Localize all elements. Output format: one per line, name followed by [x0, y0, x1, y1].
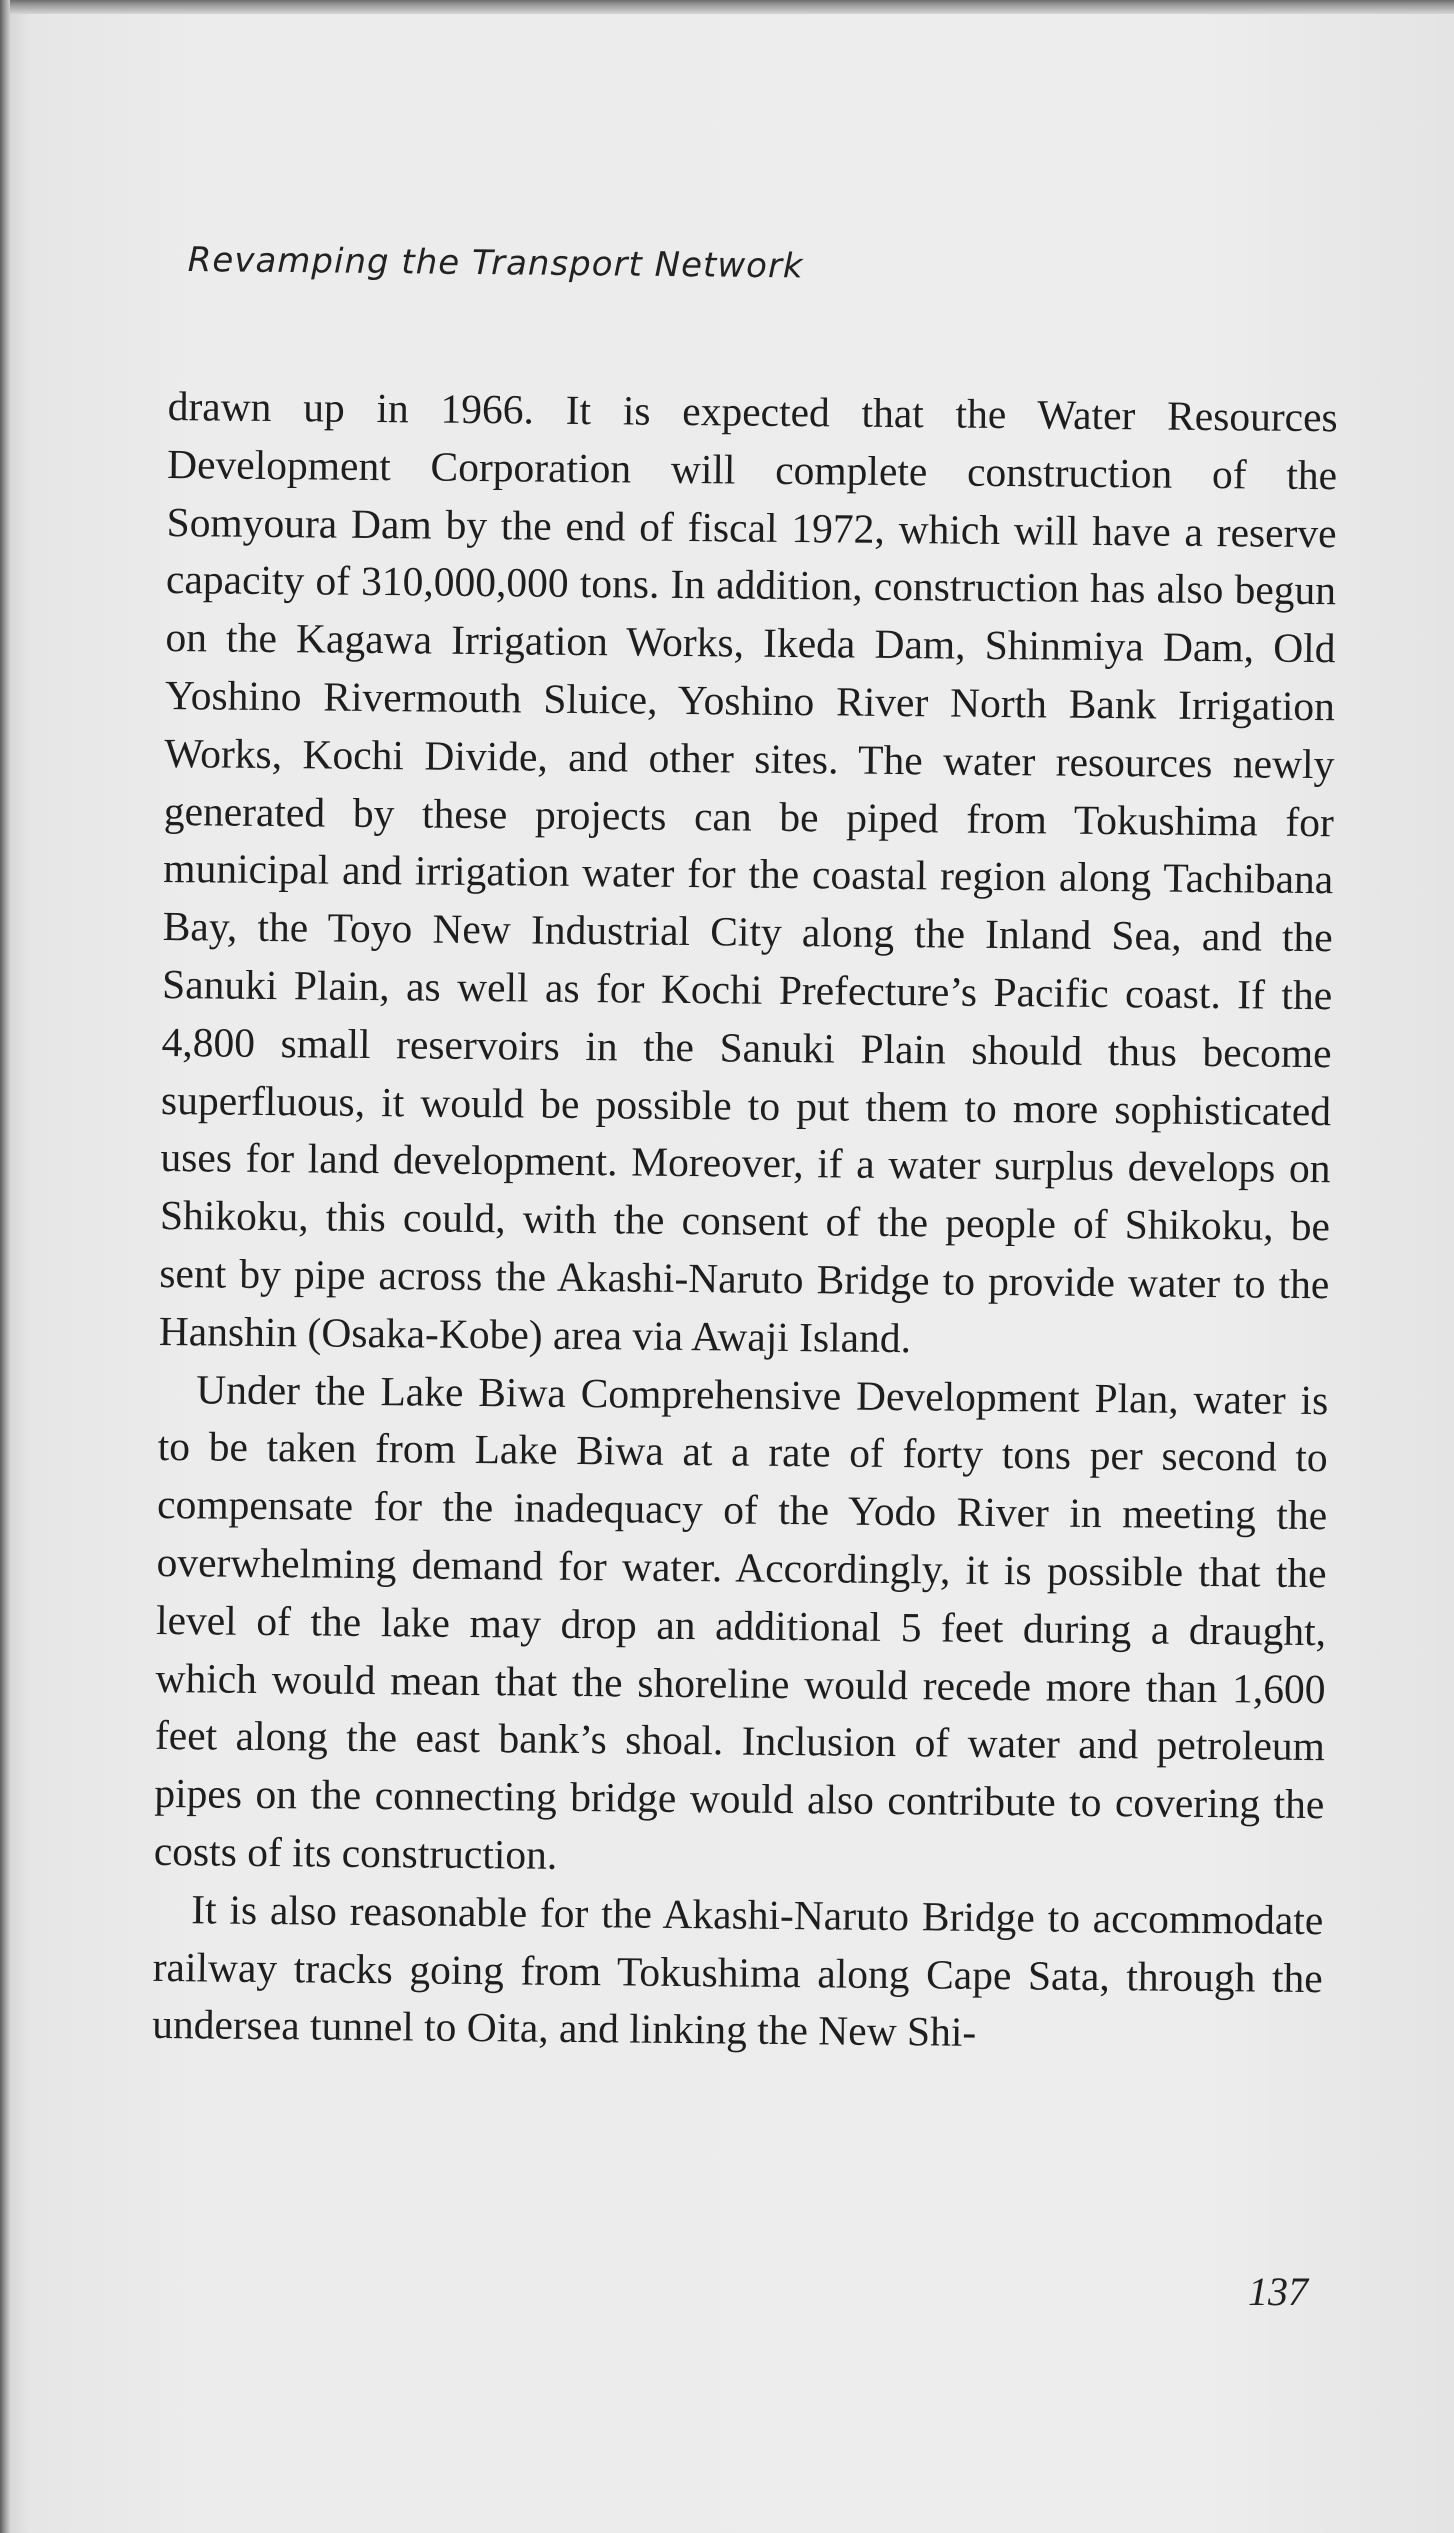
paragraph-continued: drawn up in 1966. It is expected that the Water Resources Development Corporation will complete construction of the Somyoura Dam by the end of fiscal 1972, which will have a reserve capacity of 310,000,000 tons. In addition, construction has also begun on the Kagawa Irrigation Works, Ikeda Dam, Shinmiya Dam, Old Yoshino Rivermouth Sluice, Yoshino River North Bank Irrigation Works, Kochi Divide, and other sites. The water resources newly generated by these projects can be piped from Tokushima for municipal and irrigation water for the coastal region along Tachibana Bay, the Toyo New Industrial City along the Inland Sea, and the Sanuki Plain, as well as for Kochi Prefecture’s Pacific coast. If the 4,800 small reservoirs in the Sanuki Plain should thus become superfluous, it would be possible to put them to more sophisticated uses for land development. Moreover, if a water surplus develops on Shikoku, this could, with the consent of the people of Shikoku, be sent by pipe across the Akashi-Naruto Bridge to provide water to the Hanshin (Osaka-Kobe) area via Awaji Island.	[158, 382, 1338, 1361]
paragraph-lake-biwa: Under the Lake Biwa Comprehensive Development Plan, water is to be taken from Lake Biwa at a rate of forty tons per second to compensate for the inadequacy of the Yodo River in meeting the overwhelming demand for water. Accordingly, it is possible that the level of the lake may drop an additional 5 feet during a draught, which would mean that the shoreline would recede more than 1,600 feet along the east bank’s shoal. Inclusion of water and petroleum pipes on the connecting bridge would also contribute to covering the costs of its construction.	[153, 1365, 1329, 1878]
body-text	[152, 378, 1338, 2065]
page-number: 137	[1248, 2269, 1308, 2314]
running-head: Revamping the Transport Network	[187, 240, 804, 287]
paragraph-railway: It is also reasonable for the Akashi-Naruto Bridge to accommodate railway tracks going from Tokushima along Cape Sata, through the undersea tunnel to Oita, and linking the New Shi-	[151, 1886, 1324, 2056]
